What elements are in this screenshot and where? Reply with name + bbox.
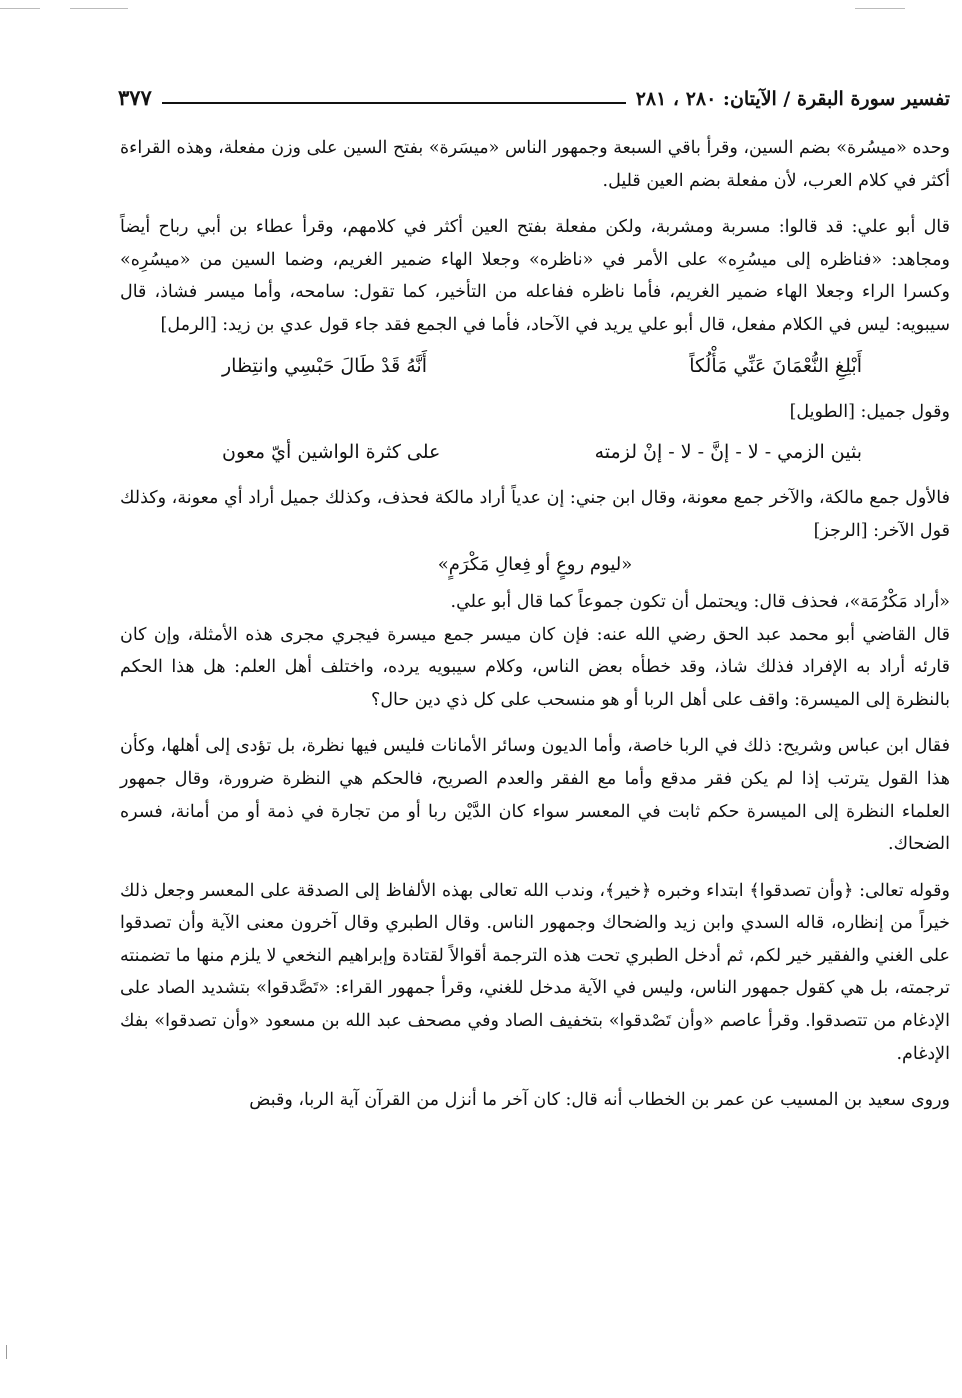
- verse-hemistich: أَنَّهُ قَدْ طَالَ حَبْسِي وانتِظار: [222, 354, 427, 377]
- page-body: [120, 132, 950, 1117]
- verse-hemistich: بثين الزمي - لا - إنَّ - لا - إنْ لزمته: [594, 441, 862, 464]
- paragraph: وقوله تعالى: ﴿وأن تصدقوا﴾ ابتداء وخبره ﴿خير﴾، وندب الله تعالى بهذه الألفاظ إلى الصدقة على المعسر وجعل ذلك خيراً من إنظاره، قاله السدي وابن زيد والضحاك وجمهور الناس. وقال الطبري وقال آخرون معنى الآية وأن تصدقوا على الغني والفقير خير لكم، ثم أدخل الطبري تحت هذه الترجمة أقوالاً لقتادة وإبراهيم النخعي لا يلزم منها ما تضمنته ترجمته، بل هي كقول جمهور الناس، وليس في الآية مدخل للغني، وقرأ جمهور القراء: «تَصَّدقوا» بتشديد الصاد على الإدغام من تتصدقوا. وقرأ عاصم «وأن تَصْدقوا» بتخفيف الصاد وفي مصحف عبد الله بن مسعود «وأن تصدقوا» بفك الإدغام.: [120, 880, 950, 1064]
- scan-edge-line: [70, 8, 128, 9]
- paragraph: قال القاضي أبو محمد عبد الحق رضي الله عنه: فإن كان ميسر جمع ميسرة فيجري مجرى هذه الأمثلة، وإن كان قارئه أراد به الإفراد فذلك شاذ، وقد خطأه بعض الناس، وكلام سيبويه يرده، واختلف أهل العلم: هل هذا الحكم بالنظرة إلى الميسرة: واقف على أهل الربا أو هو منسحب على كل ذي دين حال؟: [120, 624, 950, 710]
- scan-margin-mark: [6, 1345, 7, 1359]
- poetry-line: «ليوم روعٍ أو فِعالِ مَكْرَمٍ»: [437, 554, 633, 576]
- verse-hemistich: أَبْلِغِ النُّعْمَانَ عَنِّي مَأْلُكاً: [689, 354, 862, 377]
- paragraph: «أراد مَكْرُمَة»، فحذف قال: ويحتمل أن تكون جموعاً كما قال أبو علي.: [450, 591, 950, 612]
- page-number: ٣٧٧: [118, 85, 152, 110]
- paragraph: وروى سعيد بن المسيب عن عمر بن الخطاب أنه قال: كان آخر ما أنزل من القرآن آية الربا، وقبض: [249, 1090, 950, 1111]
- running-header: [118, 78, 950, 110]
- paragraph: فقال ابن عباس وشريح: ذلك في الربا خاصة، وأما الديون وسائر الأمانات فليس فيها نظرة، بل تؤدى إلى أهلها، وكأن هذا القول يترتب إذا لم يكن فقر مدقع وأما مع الفقر والعدم الصريح، فالحكم هي النظرة ضرورة، وقال جمهور العلماء النظرة إلى الميسرة حكم ثابت في المعسر سواء كان الدَّيْن ربا أو من تجارة في ذمة أو من أمانة، فسره الضحاك.: [120, 736, 950, 855]
- paragraph: وحده «ميسُرة» بضم السين، وقرأ باقي السبعة وجمهور الناس «ميسَرة» بفتح السين على وزن مفعلة، وهذه القراءة أكثر في كلام العرب، لأن مفعلة بضم العين قليل.: [120, 138, 950, 191]
- scan-edge-line: [855, 8, 905, 9]
- paragraph: قال أبو علي: قد قالوا: مسربة ومشربة، ولكن مفعلة بفتح العين أكثر في كلامهم، وقرأ عطاء بن أبي رباح أيضاً ومجاهد: «فناظره إلى ميسُرِه» على الأمر في «ناظره» وجعلا الهاء ضمير الغريم، وضما السين من «ميسُرِه» وكسرا الراء وجعلا الهاء ضمير الغريم، فأما ناظره ففاعله من التأخير، كما تقول: سامحه، وأما ميسر فشاذ، قال سيبويه: ليس في الكلام مفعل، قال أبو علي يريد في الآحاد، فأما في الجمع فقد جاء قول عدي بن زيد: [الرمل]: [120, 217, 950, 335]
- paragraph: فالأول جمع مالكة، والآخر جمع معونة، وقال ابن جني: إن عدياً أراد مالكة فحذف، وكذلك جميل أراد أي معونة، وكذلك قول الآخر: [الرجز]: [120, 488, 950, 541]
- poetry-verse: [222, 346, 862, 386]
- poetry-verse: [222, 432, 862, 472]
- scan-edge-line: [0, 8, 40, 9]
- header-rule: [162, 102, 626, 104]
- verse-hemistich: على كثرة الواشين أيّ معون: [222, 441, 441, 464]
- running-title: تفسير سورة البقرة / الآيتان: ٢٨٠ ، ٢٨١: [635, 88, 950, 110]
- paragraph: وقول جميل: [الطويل]: [789, 401, 950, 422]
